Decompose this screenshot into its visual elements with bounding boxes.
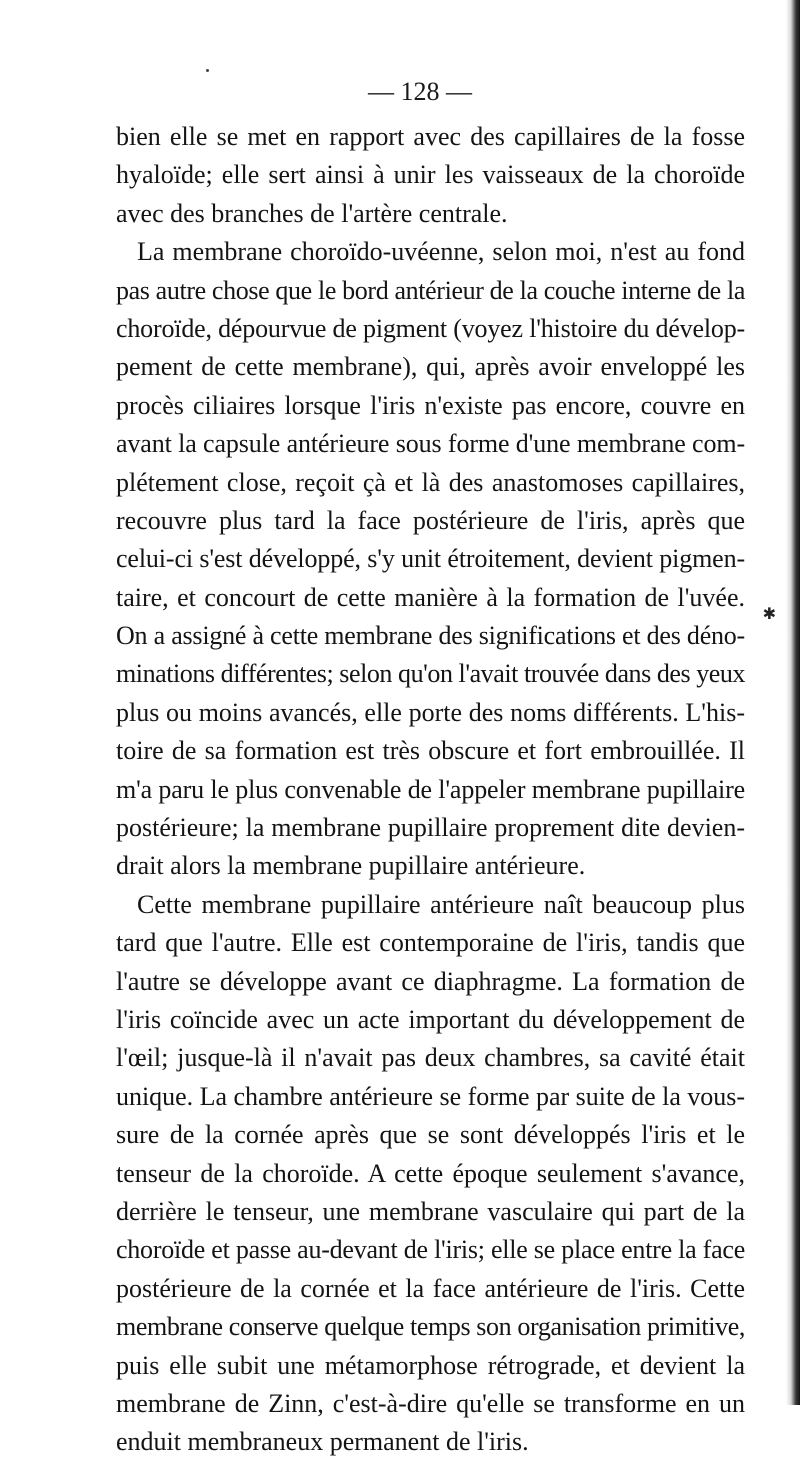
- text-line: plétement close, reçoit çà et là des anastomoses capillaires,: [116, 467, 745, 497]
- text-line: taire, et concourt de cette manière à la formation de l'uvée.: [116, 582, 745, 612]
- text-line: minations différentes; selon qu'on l'avait trouvée dans des yeux: [116, 659, 745, 689]
- text-line: postérieure de la cornée et la face antérieure de l'iris. Cette: [116, 1273, 745, 1303]
- ink-speck: [206, 69, 209, 72]
- text-line: membrane de Zinn, c'est-à-dire qu'elle se transforme en un: [116, 1388, 745, 1418]
- text-line: sure de la cornée après que se sont développés l'iris et le: [116, 1120, 745, 1150]
- text-line: avec des branches de l'artère centrale.: [116, 198, 508, 228]
- text-line: tard que l'autre. Elle est contemporaine de l'iris, tandis que: [116, 928, 745, 958]
- text-line: enduit membraneux permanent de l'iris.: [116, 1427, 529, 1457]
- text-line: puis elle subit une métamorphose rétrograde, et devient la: [116, 1350, 745, 1380]
- text-line: l'iris coïncide avec un acte important du développement de: [116, 1004, 745, 1034]
- page-binding-edge: [786, 0, 800, 1405]
- text-line: pas autre chose que le bord antérieur de la couche interne de la: [116, 275, 745, 305]
- text-line: Cette membrane pupillaire antérieure naît beaucoup plus: [137, 889, 745, 919]
- text-line: derrière le tenseur, une membrane vasculaire qui part de la: [116, 1196, 745, 1226]
- text-line: On a assigné à cette membrane des significations et des déno-: [116, 621, 745, 651]
- text-line: recouvre plus tard la face postérieure de l'iris, après que: [116, 505, 745, 535]
- body-text: [116, 118, 745, 1462]
- text-line: toire de sa formation est très obscure et fort embrouillée. Il: [116, 736, 745, 766]
- text-line: choroïde, dépourvue de pigment (voyez l'histoire du dévelop-: [116, 313, 746, 343]
- page-number: — 128 —: [368, 77, 472, 106]
- text-line: tenseur de la choroïde. A cette époque seulement s'avance,: [116, 1158, 745, 1188]
- text-line: m'a paru le plus convenable de l'appeler membrane pupillaire: [116, 774, 745, 804]
- margin-mark-icon: ✱: [762, 604, 776, 623]
- text-line: La membrane choroïdo-uvéenne, selon moi, n'est au fond: [137, 237, 745, 267]
- text-line: hyaloïde; elle sert ainsi à unir les vaisseaux de la choroïde: [116, 160, 745, 190]
- text-line: plus ou moins avancés, elle porte des noms différents. L'his-: [116, 697, 745, 727]
- text-line: procès ciliaires lorsque l'iris n'existe pas encore, couvre en: [116, 390, 745, 420]
- text-line: membrane conserve quelque temps son organisation primitive,: [116, 1312, 745, 1342]
- text-line: bien elle se met en rapport avec des capillaires de la fosse: [116, 122, 745, 151]
- text-line: unique. La chambre antérieure se forme par suite de la vous-: [116, 1081, 745, 1111]
- text-line: postérieure; la membrane pupillaire proprement dite devien-: [116, 813, 745, 843]
- text-line: l'autre se développe avant ce diaphragme. La formation de: [116, 966, 745, 996]
- text-line: celui-ci s'est développé, s'y unit étroitement, devient pigmen-: [116, 544, 746, 574]
- text-line: l'œil; jusque-là il n'avait pas deux chambres, sa cavité était: [116, 1043, 745, 1073]
- text-line: choroïde et passe au-devant de l'iris; elle se place entre la face: [116, 1235, 745, 1265]
- text-line: pement de cette membrane), qui, après avoir enveloppé les: [116, 352, 745, 382]
- text-line: avant la capsule antérieure sous forme d'une membrane com-: [116, 429, 745, 459]
- text-line: drait alors la membrane pupillaire antérieure.: [116, 851, 586, 881]
